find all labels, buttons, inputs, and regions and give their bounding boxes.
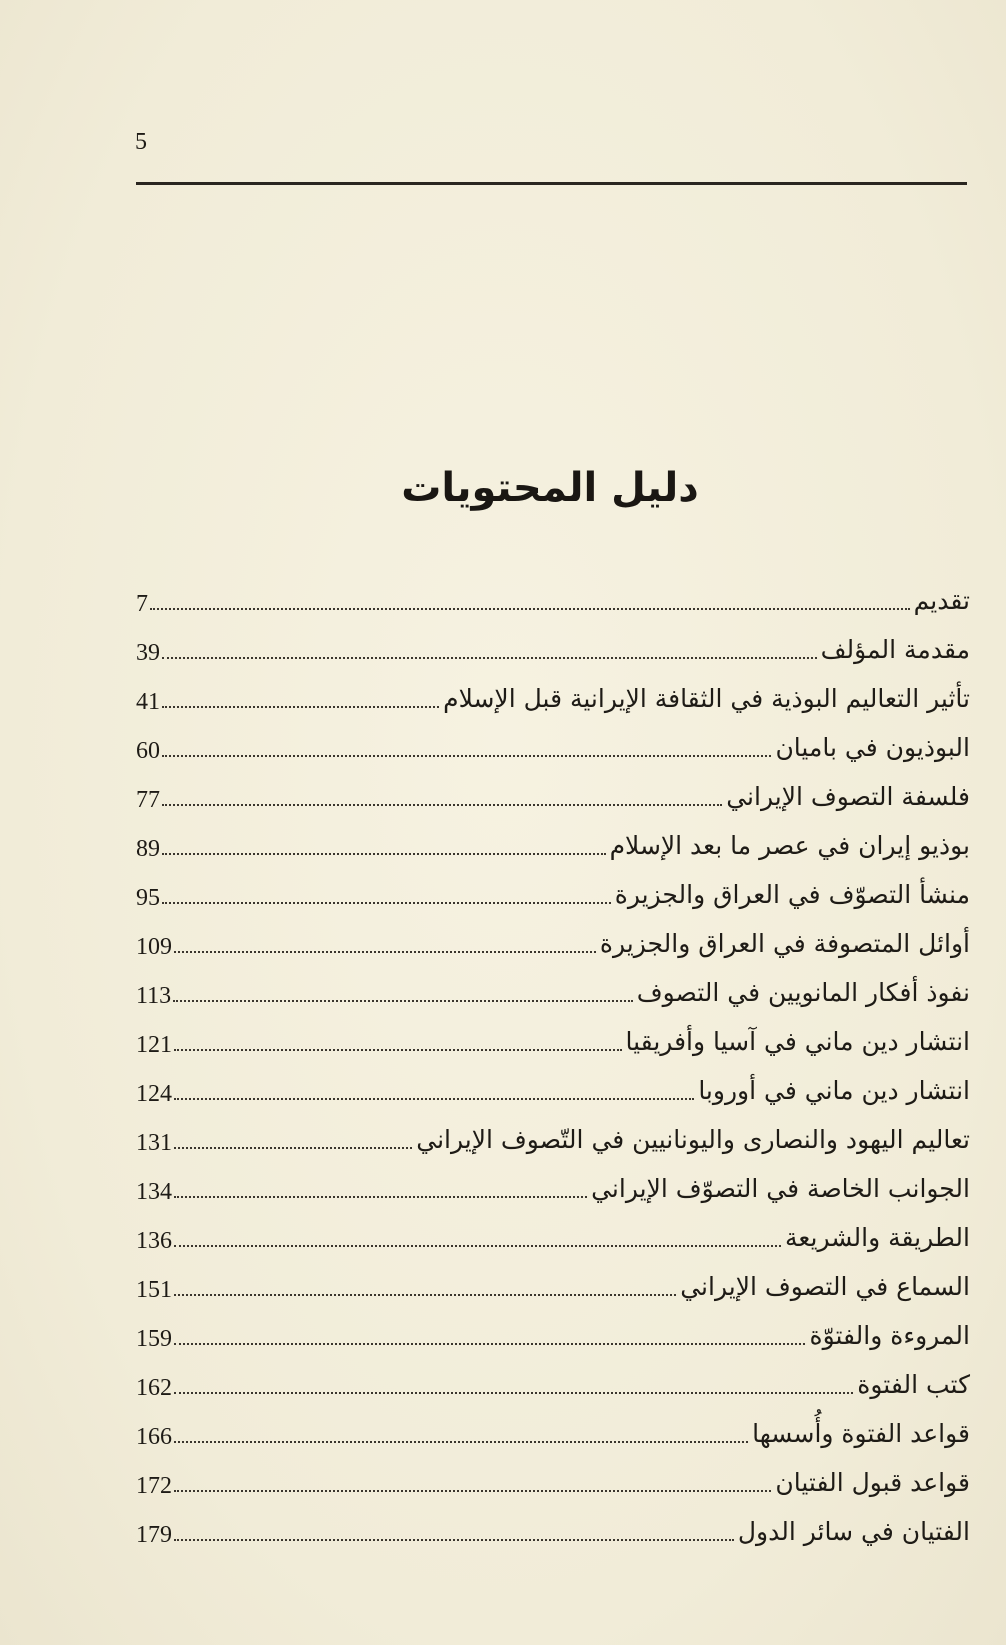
toc-entry-page: 166 — [136, 1424, 172, 1450]
toc-entry-page: 7 — [136, 591, 148, 617]
toc-entry-title: المروءة والفتوّة — [809, 1321, 970, 1350]
toc-entry — [136, 962, 970, 1011]
toc-entry-title: تعاليم اليهود والنصارى واليونانيين في التّصوف الإيراني — [416, 1125, 970, 1154]
toc-entry-page: 121 — [136, 1032, 172, 1058]
dot-leader — [174, 1392, 853, 1394]
toc-entry-title: البوذيون في باميان — [775, 733, 970, 762]
dot-leader — [174, 1098, 694, 1100]
dot-leader — [174, 1147, 412, 1149]
page-number: 5 — [135, 129, 147, 155]
toc-entry-page: 134 — [136, 1179, 172, 1205]
toc-entry-title: بوذيو إيران في عصر ما بعد الإسلام — [609, 831, 970, 860]
toc-entry-title: تقديم — [913, 586, 970, 615]
toc-entry-title: السماع في التصوف الإيراني — [680, 1272, 970, 1301]
toc-entry-page: 179 — [136, 1522, 172, 1548]
toc-entry-title: قواعد قبول الفتيان — [775, 1468, 970, 1497]
toc-entry-page: 109 — [136, 934, 172, 960]
toc-entry-page: 172 — [136, 1473, 172, 1499]
toc-entry — [136, 717, 970, 766]
toc-entry-title: منشأ التصوّف في العراق والجزيرة — [614, 880, 970, 909]
toc-entry — [136, 570, 970, 619]
dot-leader — [174, 1490, 771, 1492]
toc-entry — [136, 815, 970, 864]
dot-leader — [174, 1441, 748, 1443]
header-rule — [136, 182, 967, 185]
toc-entry — [136, 1060, 970, 1109]
dot-leader — [150, 608, 910, 610]
toc-entry — [136, 668, 970, 717]
dot-leader — [174, 951, 596, 953]
toc-entry — [136, 1207, 970, 1256]
toc-entry-title: الطريقة والشريعة — [785, 1223, 970, 1252]
toc-entry — [136, 1452, 970, 1501]
dot-leader — [162, 902, 611, 904]
dot-leader — [174, 1539, 734, 1541]
dot-leader — [162, 657, 817, 659]
toc-entry-title: أوائل المتصوفة في العراق والجزيرة — [599, 929, 970, 958]
dot-leader — [162, 804, 722, 806]
toc-entry-page: 162 — [136, 1375, 172, 1401]
toc-entry — [136, 864, 970, 913]
dot-leader — [162, 755, 771, 757]
toc-entry — [136, 766, 970, 815]
toc-entry — [136, 913, 970, 962]
dot-leader — [162, 853, 606, 855]
toc-entry-title: مقدمة المؤلف — [820, 635, 970, 664]
toc-entry-title: كتب الفتوة — [857, 1370, 970, 1399]
toc-entry — [136, 1354, 970, 1403]
toc-entry-page: 159 — [136, 1326, 172, 1352]
toc-entry-page: 89 — [136, 836, 160, 862]
toc-entry-page: 151 — [136, 1277, 172, 1303]
toc-entry-title: انتشار دين ماني في آسيا وأفريقيا — [625, 1027, 970, 1056]
toc-entry-page: 41 — [136, 689, 160, 715]
dot-leader — [174, 1196, 587, 1198]
toc-entry-title: قواعد الفتوة وأُسسها — [752, 1419, 970, 1448]
toc-entry-page: 136 — [136, 1228, 172, 1254]
dot-leader — [174, 1049, 622, 1051]
dot-leader — [174, 1245, 781, 1247]
toc-entry-page: 113 — [136, 983, 172, 1009]
toc-entry — [136, 1501, 970, 1550]
toc-entry — [136, 1403, 970, 1452]
toc-entry-title: تأثير التعاليم البوذية في الثقافة الإيرانية قبل الإسلام — [443, 684, 970, 713]
toc-entry-title: انتشار دين ماني في أوروبا — [698, 1076, 970, 1105]
dot-leader — [174, 1294, 676, 1296]
toc-entry-title: فلسفة التصوف الإيراني — [726, 782, 970, 811]
dot-leader — [174, 1343, 805, 1345]
toc-entry — [136, 619, 970, 668]
toc-entry-page: 131 — [136, 1130, 172, 1156]
dot-leader — [162, 706, 439, 708]
toc-entry — [136, 1305, 970, 1354]
toc-entry-title: الفتيان في سائر الدول — [737, 1517, 970, 1546]
toc-entry — [136, 1158, 970, 1207]
toc-entry — [136, 1256, 970, 1305]
toc-entry-page: 77 — [136, 787, 160, 813]
toc-entry-page: 95 — [136, 885, 160, 911]
toc-title: دليل المحتويات — [401, 465, 699, 511]
toc-entry-page: 39 — [136, 640, 160, 666]
dot-leader — [173, 1000, 633, 1002]
table-of-contents — [136, 570, 970, 1550]
toc-entry-page: 124 — [136, 1081, 172, 1107]
toc-entry-page: 60 — [136, 738, 160, 764]
toc-entry-title: الجوانب الخاصة في التصوّف الإيراني — [591, 1174, 970, 1203]
toc-entry — [136, 1011, 970, 1060]
toc-entry-title: نفوذ أفكار المانويين في التصوف — [636, 978, 970, 1007]
toc-entry — [136, 1109, 970, 1158]
